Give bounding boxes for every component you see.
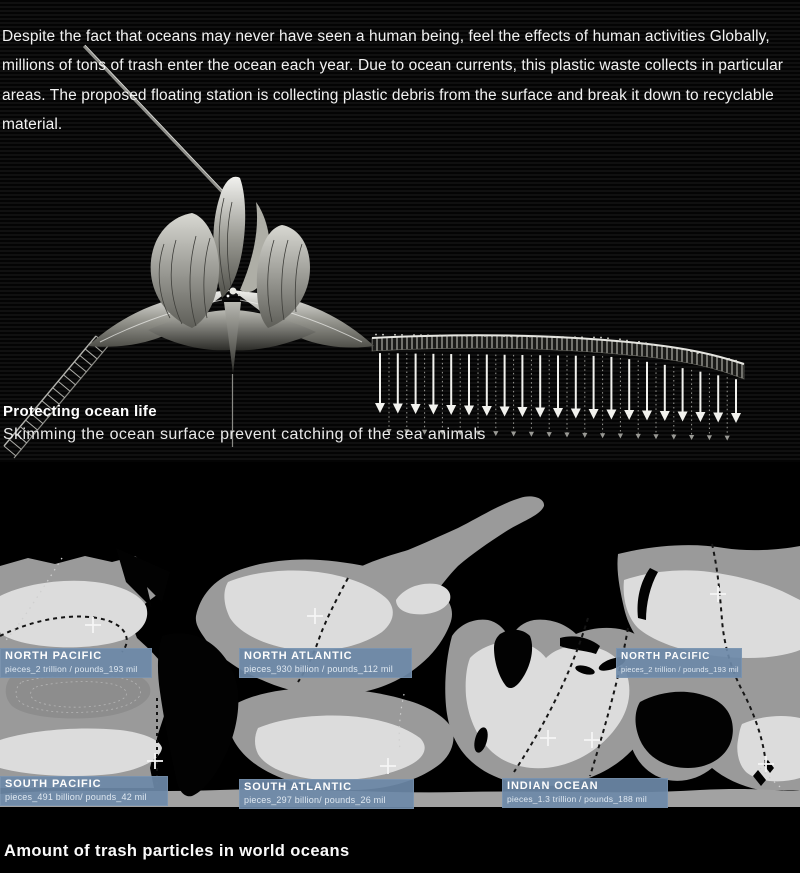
ocean-label-title: NORTH PACIFIC <box>5 650 103 662</box>
ocean-label-title: NORTH ATLANTIC <box>244 650 353 662</box>
section-heading: Protecting ocean life <box>3 403 157 420</box>
ocean-label-value: pieces_2 trillion / pounds_193 mil <box>5 664 138 674</box>
ocean-label-value: pieces_930 billion / pounds_112 mil <box>244 664 393 674</box>
ocean-label-title: SOUTH PACIFIC <box>5 778 102 790</box>
ocean-label-south-pacific <box>0 776 168 806</box>
ocean-label-north-atlantic <box>239 648 412 678</box>
map-caption: Amount of trash particles in world oceans <box>4 842 350 860</box>
ocean-label-north-pacific-east <box>616 648 742 678</box>
ocean-label-south-atlantic <box>239 779 414 809</box>
intro-paragraph: Despite the fact that oceans may never have seen a human being, feel the effects of human activities Globally, millions of tons of trash enter the ocean each year. Due to ocean currents, this plastic waste collects in particular areas. The proposed floating station is collecting plastic debris from the surface and break it down to recyclable material. <box>2 27 784 133</box>
ocean-label-north-pacific-west <box>0 648 152 678</box>
ocean-label-title: SOUTH ATLANTIC <box>244 781 352 793</box>
ocean-label-value: pieces_2 trillion / pounds_193 mil <box>621 665 739 674</box>
ocean-label-value: pieces_297 billion/ pounds_26 mil <box>244 795 386 805</box>
ocean-label-title: INDIAN OCEAN <box>507 780 599 792</box>
ocean-label-indian-ocean <box>502 778 668 808</box>
section-subheading: Skimming the ocean surface prevent catching of the sea animals <box>3 426 486 443</box>
ocean-label-value: pieces_491 billion/ pounds_42 mil <box>5 792 147 802</box>
ocean-label-title: NORTH PACIFIC <box>621 651 711 662</box>
ocean-label-value: pieces_1.3 trillion / pounds_188 mil <box>507 794 647 804</box>
